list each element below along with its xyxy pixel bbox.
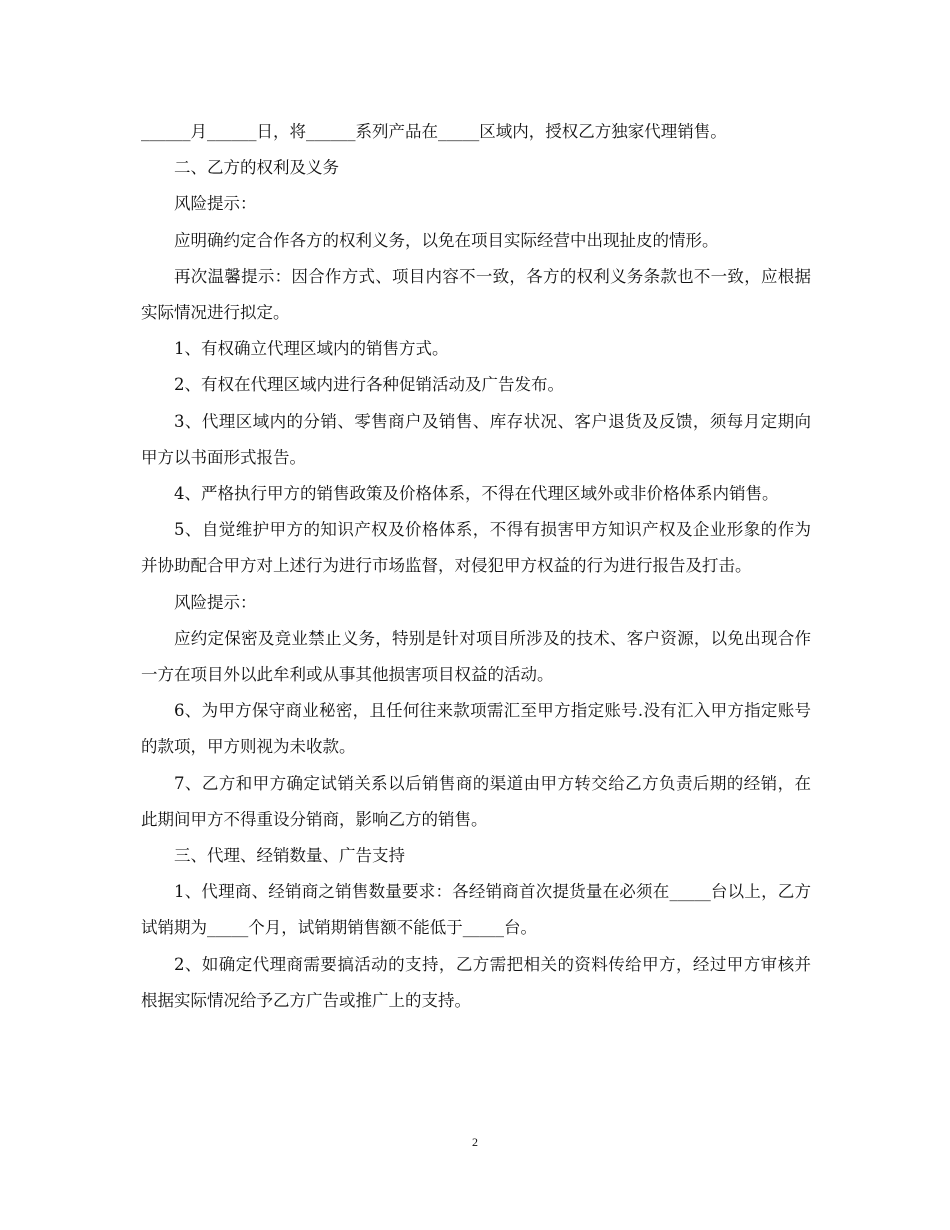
- list-item: 2、如确定代理商需要搞活动的支持，乙方需把相关的资料传给甲方，经过甲方审核并根据实际情况给予乙方广告或推广上的支持。: [141, 954, 811, 1010]
- list-item: 4、严格执行甲方的销售政策及价格体系，不得在代理区域外或非价格体系内销售。: [174, 484, 779, 504]
- list-item: 6、为甲方保守商业秘密，且任何往来款项需汇至甲方指定账号.没有汇入甲方指定账号的款项，甲方则视为未收款。: [141, 701, 811, 757]
- list-item: 5、自觉维护甲方的知识产权及价格体系，不得有损害甲方知识产权及企业形象的作为并协助配合甲方对上述行为进行市场监督，对侵犯甲方权益的行为进行报告及打击。: [141, 520, 811, 576]
- page-number: 2: [472, 1135, 478, 1149]
- list-item: 1、有权确立代理区域内的销售方式。: [174, 339, 449, 359]
- risk-notice-label: 风险提示：: [174, 194, 257, 214]
- list-item: 1、代理商、经销商之销售数量要求：各经销商首次提货量在必须在_____台以上，乙方试销期为_____个月，试销期销售额不能低于_____台。: [141, 882, 811, 938]
- paragraph: 应约定保密及竞业禁止义务，特别是针对项目所涉及的技术、客户资源，以免出现合作一方在项目外以此牟利或从事其他损害项目权益的活动。: [141, 628, 811, 685]
- paragraph: ______月______日，将______系列产品在_____区域内，授权乙方独家代理销售。: [141, 122, 727, 141]
- list-item: 7、乙方和甲方确定试销关系以后销售商的渠道由甲方转交给乙方负责后期的经销，在此期间甲方不得重设分销商，影响乙方的销售。: [141, 773, 811, 829]
- document-body: [141, 114, 811, 1019]
- section-heading: 二、乙方的权利及义务: [174, 158, 339, 178]
- paragraph: 再次温馨提示：因合作方式、项目内容不一致，各方的权利义务条款也不一致，应根据实际情况进行拟定。: [141, 266, 811, 323]
- list-item: 3、代理区域内的分销、零售商户及销售、库存状况、客户退货及反馈，须每月定期向甲方以书面形式报告。: [141, 411, 811, 467]
- risk-notice-label: 风险提示：: [174, 592, 257, 612]
- section-heading: 三、代理、经销数量、广告支持: [174, 846, 405, 866]
- paragraph: 应明确约定合作各方的权利义务，以免在项目实际经营中出现扯皮的情形。: [174, 230, 719, 250]
- list-item: 2、有权在代理区域内进行各种促销活动及广告发布。: [174, 375, 564, 395]
